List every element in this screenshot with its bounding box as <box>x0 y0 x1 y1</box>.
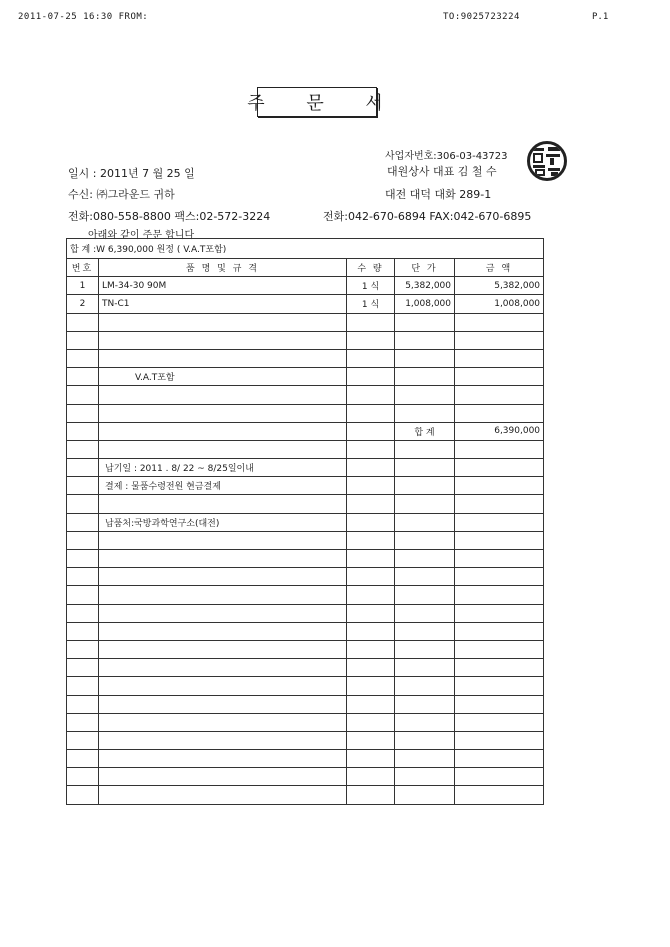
fax-timestamp: 2011-07-25 16:30 FROM: <box>18 12 149 22</box>
order-table-container <box>66 238 543 832</box>
table-row <box>67 331 544 349</box>
total-row <box>67 239 544 259</box>
table-row <box>67 531 544 549</box>
row-amount: 5,382,000 <box>455 277 544 295</box>
delivery-date: 납기일 : 2011 . 8/ 22 ~ 8/25일이내 <box>99 459 347 477</box>
row-no: 2 <box>67 295 99 313</box>
table-row <box>67 404 544 422</box>
row-item: TN-C1 <box>99 295 347 313</box>
document-title: 주 문 서 <box>257 87 377 117</box>
table-row <box>67 313 544 331</box>
vat-note: V.A.T포함 <box>99 368 347 386</box>
table-row <box>67 440 544 458</box>
intro-text: 아래와 같이 주문 합니다 <box>88 230 195 241</box>
table-row <box>67 459 544 477</box>
recipient: 수신: ㈜그라운드 귀하 <box>68 188 175 201</box>
table-row <box>67 422 544 440</box>
order-date: 일시 : 2011년 7 월 25 일 <box>68 167 195 180</box>
table-row <box>67 786 544 804</box>
table-row <box>67 513 544 531</box>
table-row <box>67 568 544 586</box>
table-row <box>67 477 544 495</box>
table-row <box>67 604 544 622</box>
table-row <box>67 731 544 749</box>
table-row <box>67 586 544 604</box>
row-item: LM-34-30 90M <box>99 277 347 295</box>
payment-terms: 결제 : 물품수령전원 현금결제 <box>99 477 347 495</box>
table-row <box>67 677 544 695</box>
fax-to-number: TO:9025723224 <box>443 12 520 22</box>
sender-name: 대원상사 대표 김 철 수 <box>387 165 497 178</box>
table-row <box>67 295 544 313</box>
table-row <box>67 277 544 295</box>
seal-stamp-icon <box>530 144 564 178</box>
table-row <box>67 550 544 568</box>
recipient-contact: 전화:080-558-8800 팩스:02-572-3224 <box>68 210 271 223</box>
sum-value: 6,390,000 <box>455 422 544 440</box>
header-price: 단 가 <box>395 259 455 277</box>
fax-page-number: P.1 <box>592 12 609 22</box>
registration-number: 사업자번호:306-03-43723 <box>385 151 508 162</box>
sum-label: 합 계 <box>395 422 455 440</box>
table-row <box>67 495 544 513</box>
table-row <box>67 386 544 404</box>
row-qty: 1 식 <box>347 277 395 295</box>
table-row <box>67 368 544 386</box>
header-item: 품 명 및 규 격 <box>99 259 347 277</box>
header-qty: 수 량 <box>347 259 395 277</box>
sender-contact: 전화:042-670-6894 FAX:042-670-6895 <box>323 210 532 223</box>
table-row <box>67 622 544 640</box>
table-row <box>67 713 544 731</box>
table-row <box>67 768 544 786</box>
table-header-row <box>67 259 544 277</box>
table-row <box>67 349 544 367</box>
delivery-place: 납품처:국방과학연구소(대전) <box>99 513 347 531</box>
row-amount: 1,008,000 <box>455 295 544 313</box>
table-row <box>67 640 544 658</box>
header-no: 번호 <box>67 259 99 277</box>
row-qty: 1 식 <box>347 295 395 313</box>
row-price: 1,008,000 <box>395 295 455 313</box>
row-no: 1 <box>67 277 99 295</box>
table-row <box>67 750 544 768</box>
header-amount: 금 액 <box>455 259 544 277</box>
sender-address: 대전 대덕 대화 289-1 <box>385 188 492 201</box>
table-row <box>67 659 544 677</box>
table-row <box>67 695 544 713</box>
row-price: 5,382,000 <box>395 277 455 295</box>
total-amount-text: 합 계 :W 6,390,000 원정 ( V.A.T포함) <box>67 239 544 259</box>
order-table <box>66 238 544 805</box>
company-seal <box>527 141 567 181</box>
